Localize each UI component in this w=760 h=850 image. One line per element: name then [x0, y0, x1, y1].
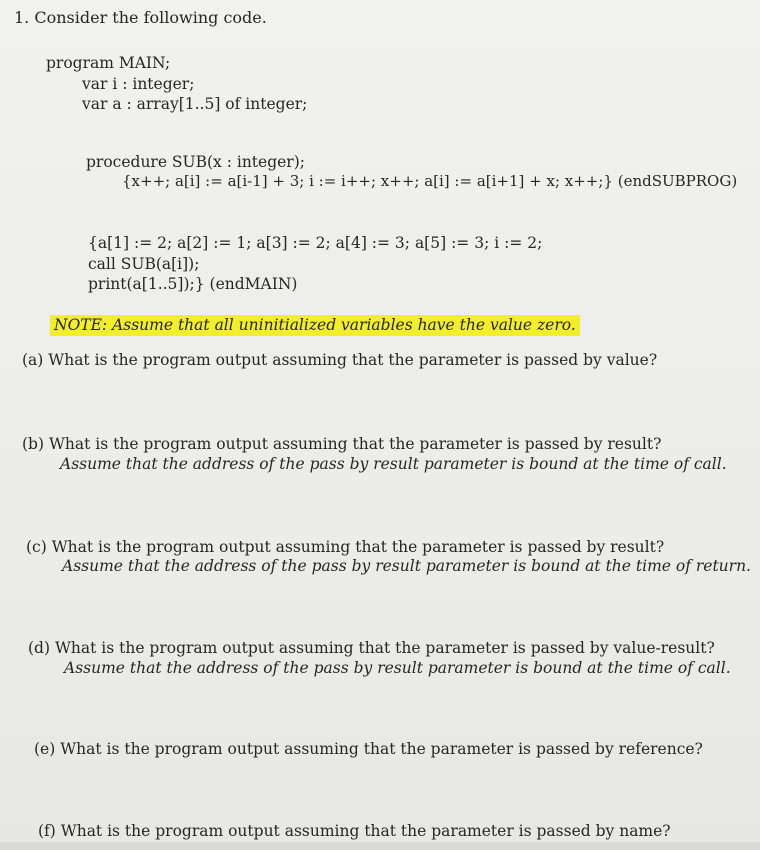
part-a-text: What is the program output assuming that the parameter is passed by value?: [48, 351, 658, 369]
question-title: 1. Consider the following code.: [14, 8, 267, 27]
part-e-text: What is the program output assuming that the parameter is passed by reference?: [60, 740, 703, 758]
code-line-program: program MAIN;: [46, 54, 171, 72]
code-line-main-assign: {a[1] := 2; a[2] := 1; a[3] := 2; a[4] := 3; a[5] := 3; i := 2;: [88, 234, 543, 252]
part-a: [22, 351, 657, 369]
part-c: [26, 538, 664, 556]
part-e-label: (e): [34, 740, 56, 758]
part-d-text: What is the program output assuming that the parameter is passed by value-result?: [54, 639, 715, 657]
part-d: [28, 639, 715, 657]
part-c-text: What is the program output assuming that the parameter is passed by result?: [51, 538, 665, 556]
code-line-var-i: var i : integer;: [82, 75, 195, 93]
part-c-sub: Assume that the address of the pass by result parameter is bound at the time of return.: [62, 557, 751, 575]
part-f-text: What is the program output assuming that the parameter is passed by name?: [60, 822, 671, 840]
part-b-sub: Assume that the address of the pass by result parameter is bound at the time of call.: [60, 455, 727, 473]
part-f-label: (f): [38, 822, 56, 840]
part-b-text: What is the program output assuming that the parameter is passed by result?: [48, 435, 662, 453]
code-line-call: call SUB(a[i]);: [88, 255, 200, 273]
part-f: [38, 822, 671, 840]
part-d-label: (d): [28, 639, 51, 657]
part-b: [22, 435, 661, 453]
part-a-label: (a): [22, 351, 44, 369]
note-text: NOTE: Assume that all uninitialized variables have the value zero.: [50, 315, 580, 336]
code-line-sub-body: {x++; a[i] := a[i-1] + 3; i := i++; x++; a[i] := a[i+1] + x; x++;} (endSUBPROG): [122, 172, 738, 190]
part-e: [34, 740, 703, 758]
part-c-label: (c): [26, 538, 47, 556]
part-b-label: (b): [22, 435, 45, 453]
code-line-var-a: var a : array[1..5] of integer;: [82, 95, 308, 113]
code-line-print: print(a[1..5]);} (endMAIN): [88, 275, 298, 293]
part-d-sub: Assume that the address of the pass by result parameter is bound at the time of call.: [64, 659, 731, 677]
page-bottom-edge: [0, 842, 760, 850]
note-highlight: [50, 316, 580, 334]
code-line-procedure: procedure SUB(x : integer);: [86, 153, 305, 171]
